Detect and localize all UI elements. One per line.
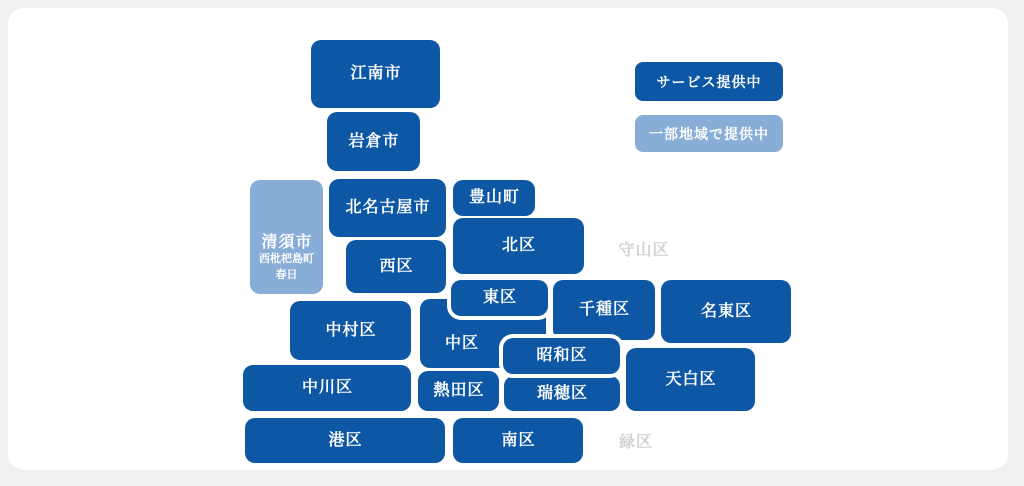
region-label-nakagawa: 中川区 [301, 379, 353, 397]
map-region-minami [453, 418, 583, 463]
map-region-iwakura [327, 112, 420, 171]
region-label-toyoyama: 豊山町 [468, 189, 520, 207]
legend-item-partial: 一部地域で提供中 [635, 115, 783, 152]
map-region-chikusa [553, 280, 655, 340]
map-region-nakamura [290, 301, 411, 360]
map-region-atsuta [418, 371, 499, 411]
map-region-kitanagoya [329, 179, 446, 237]
region-label-atsuta: 熱田区 [433, 382, 485, 400]
region-label-mizuho: 瑞穂区 [536, 384, 588, 402]
map-region-tempaku [626, 348, 755, 411]
map-region-label-midori: 緑区 [618, 434, 653, 451]
legend-item-available: サービス提供中 [635, 62, 783, 101]
region-sublabel-kiyosu-0: 西枇杷島町 [259, 253, 314, 266]
region-label-tempaku: 天白区 [665, 370, 717, 388]
map-region-minato [245, 418, 445, 463]
map-region-higashi [451, 280, 548, 316]
region-label-minami: 南区 [501, 431, 536, 449]
region-label-minato: 港区 [328, 431, 363, 449]
map-region-label-moriyama: 守山区 [618, 242, 670, 259]
region-label-higashi: 東区 [482, 289, 517, 307]
map-region-meito [661, 280, 791, 343]
region-label-showa: 昭和区 [536, 347, 588, 365]
map-region-mizuho [504, 376, 620, 411]
map-region-showa [503, 338, 620, 374]
region-label-iwakura: 岩倉市 [348, 132, 400, 150]
map-region-konan [311, 40, 440, 108]
map-card [8, 8, 1008, 470]
map-region-nishi [346, 240, 446, 293]
region-label-nishi: 西区 [379, 257, 414, 275]
region-label-chikusa: 千種区 [578, 301, 630, 319]
region-label-kitanagoya: 北名古屋市 [345, 199, 431, 217]
region-label-nakamura: 中村区 [325, 321, 377, 339]
region-label-kiyosu: 清須市 [261, 234, 313, 252]
map-region-nakagawa [243, 365, 411, 411]
map-region-toyoyama [453, 180, 535, 216]
map-region-kiyosu [250, 180, 323, 294]
map-region-kita [453, 218, 584, 274]
region-label-meito: 名東区 [700, 302, 752, 320]
region-sublabel-kiyosu-1: 春日 [275, 268, 298, 281]
region-label-konan: 江南市 [350, 65, 402, 83]
region-label-naka: 中区 [444, 335, 479, 353]
region-label-kita: 北区 [501, 237, 536, 255]
